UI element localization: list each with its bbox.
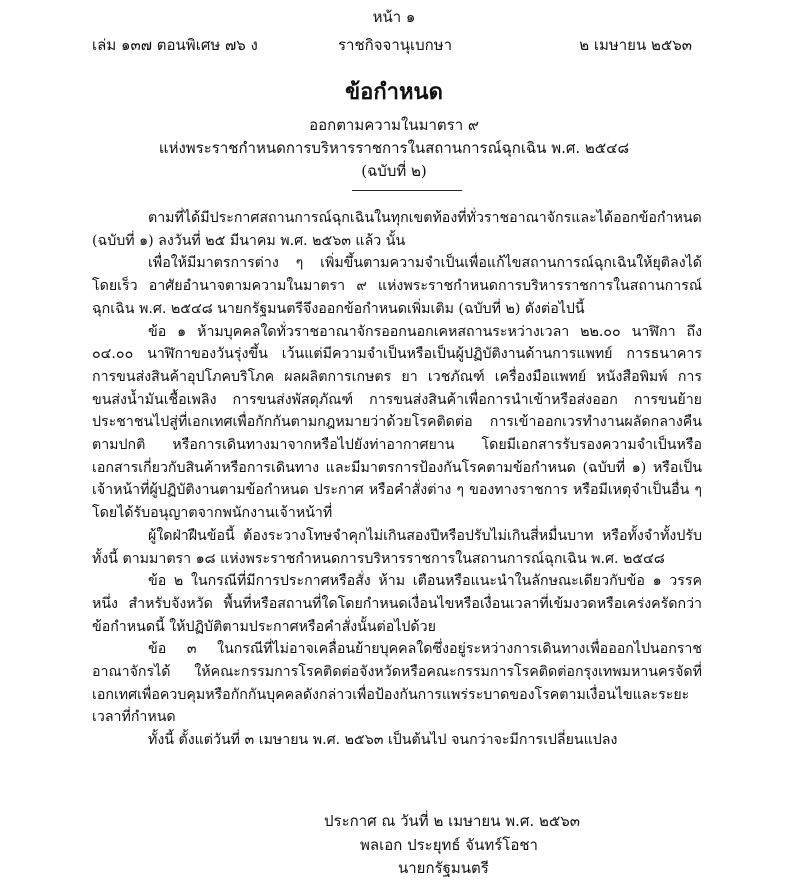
publication-date: ๒ เมษายน ๒๕๖๓: [579, 36, 692, 54]
document-title: ข้อกำหนด: [345, 79, 443, 105]
paragraph-effective-date: ทั้งนี้ ตั้งแต่วันที่ ๓ เมษายน พ.ศ. ๒๕๖๓ เป็นต้นไป จนกว่าจะมีการเปลี่ยนแปลง: [148, 732, 618, 749]
document-subtitle-issue: (ฉบับที่ ๒): [361, 162, 427, 180]
paragraph-preamble: ตามที่ได้มีประกาศสถานการณ์ฉุกเฉินในทุกเขตท้องที่ทั่วราชอาณาจักรและได้ออกข้อกำหนด (ฉบับที่ ๑) ลงวันที่ ๒๕ มีนาคม พ.ศ. ๒๕๖๓ แล้ว นั้น: [92, 210, 702, 249]
paragraph-clause-2: ข้อ ๒ ในกรณีที่มีการประกาศหรือสั่ง ห้าม เตือนหรือแนะนำในลักษณะเดียวกับข้อ ๑ วรรคหนึ่ง สำหรับจังหวัด พื้นที่หรือสถานที่ใดโดยกำหนดเงื่อนไขหรือเงื่อนเวลาที่เข้มงวดหรือเคร่งครัดกว่าข้อกำหนดนี้ ให้ปฏิบัติตามประกาศหรือคำสั่งนั้นต่อไปด้วย: [92, 573, 702, 635]
paragraph-clause-1: ข้อ ๑ ห้ามบุคคลใดทั่วราชอาณาจักรออกนอกเคหสถานระหว่างเวลา ๒๒.๐๐ นาฬิกา ถึง ๐๔.๐๐ นาฬิกาของวันรุ่งขึ้น เว้นแต่มีความจำเป็นหรือเป็นผู้ปฏิบัติงานด้านการแพทย์ การธนาคาร การขนส่งสินค้าอุปโภคบริโภค ผลผลิตการเกษตร ยา เวชภัณฑ์ เครื่องมือแพทย์ หนังสือพิมพ์ การขนส่งน้ำมันเชื้อเพลิง การขนส่งพัสดุภัณฑ์ การขนส่งสินค้าเพื่อการนำเข้าหรือส่งออก การขนย้ายประชาชนไปสู่ที่เอกเทศเพื่อกักกันตามกฎหมายว่าด้วยโรคติดต่อ การเข้าออกเวรทำงานผลัดกลางคืนตามปกติ หรือการเดินทางมาจากหรือไปยังท่าอากาศยาน โดยมีเอกสารรับรองความจำเป็นหรือเอกสารเกี่ยวกับสินค้าหรือการเดินทาง และมีมาตรการป้องกันโรคตามข้อกำหนด (ฉบับที่ ๑) หรือเป็นเจ้าหน้าที่ผู้ปฏิบัติงานตามข้อกำหนด ประกาศ หรือคำสั่งต่าง ๆ ของทางราชการ หรือมีเหตุจำเป็นอื่น ๆ โดยได้รับอนุญาตจากพนักงานเจ้าหน้าที่: [92, 323, 702, 522]
announcement-date: ประกาศ ณ วันที่ ๒ เมษายน พ.ศ. ๒๕๖๓: [324, 812, 580, 830]
page-number: หน้า ๑: [372, 8, 416, 26]
paragraph-penalty: ผู้ใดฝ่าฝืนข้อนี้ ต้องระวางโทษจำคุกไม่เกินสองปีหรือปรับไม่เกินสี่หมื่นบาท หรือทั้งจำทั้งปรับ ทั้งนี้ ตามมาตรา ๑๘ แห่งพระราชกำหนดการบริหารราชการในสถานการณ์ฉุกเฉิน พ.ศ. ๒๕๔๘: [92, 527, 702, 567]
document-subtitle-authority: ออกตามความในมาตรา ๙: [309, 116, 479, 134]
publication-name: ราชกิจจานุเบกษา: [338, 36, 453, 54]
document-subtitle-act: แห่งพระราชกำหนดการบริหารราชการในสถานการณ์ฉุกเฉิน พ.ศ. ๒๕๔๘: [158, 139, 630, 157]
title-divider: [352, 190, 462, 191]
document-body: [92, 207, 702, 752]
signatory-name: พลเอก ประยุทธ์ จันทร์โอชา: [360, 836, 538, 854]
signatory-position: นายกรัฐมนตรี: [398, 859, 489, 877]
paragraph-clause-3: ข้อ ๓ ในกรณีที่ไม่อาจเคลื่อนย้ายบุคคลใดซึ่งอยู่ระหว่างการเดินทางเพื่อออกไปนอกราชอาณาจักรได้ ให้คณะกรรมการโรคติดต่อจังหวัดหรือคณะกรรมการโรคติดต่อกรุงเทพมหานครจัดที่เอกเทศเพื่อควบคุมหรือกักกันบุคคลดังกล่าวเพื่อป้องกันการแพร่ระบาดของโรคตามเงื่อนไขและระยะเวลาที่กำหนด: [92, 641, 702, 726]
volume-info: เล่ม ๑๓๗ ตอนพิเศษ ๗๖ ง: [92, 36, 258, 54]
paragraph-authority: เพื่อให้มีมาตรการต่าง ๆ เพิ่มขึ้นตามความจำเป็นเพื่อแก้ไขสถานการณ์ฉุกเฉินให้ยุติลงได้โดยเร็ว อาศัยอำนาจตามความในมาตรา ๙ แห่งพระราชกำหนดการบริหารราชการในสถานการณ์ฉุกเฉิน พ.ศ. ๒๕๔๘ นายกรัฐมนตรีจึงออกข้อกำหนดเพิ่มเติม (ฉบับที่ ๒) ดังต่อไปนี้: [92, 255, 702, 317]
